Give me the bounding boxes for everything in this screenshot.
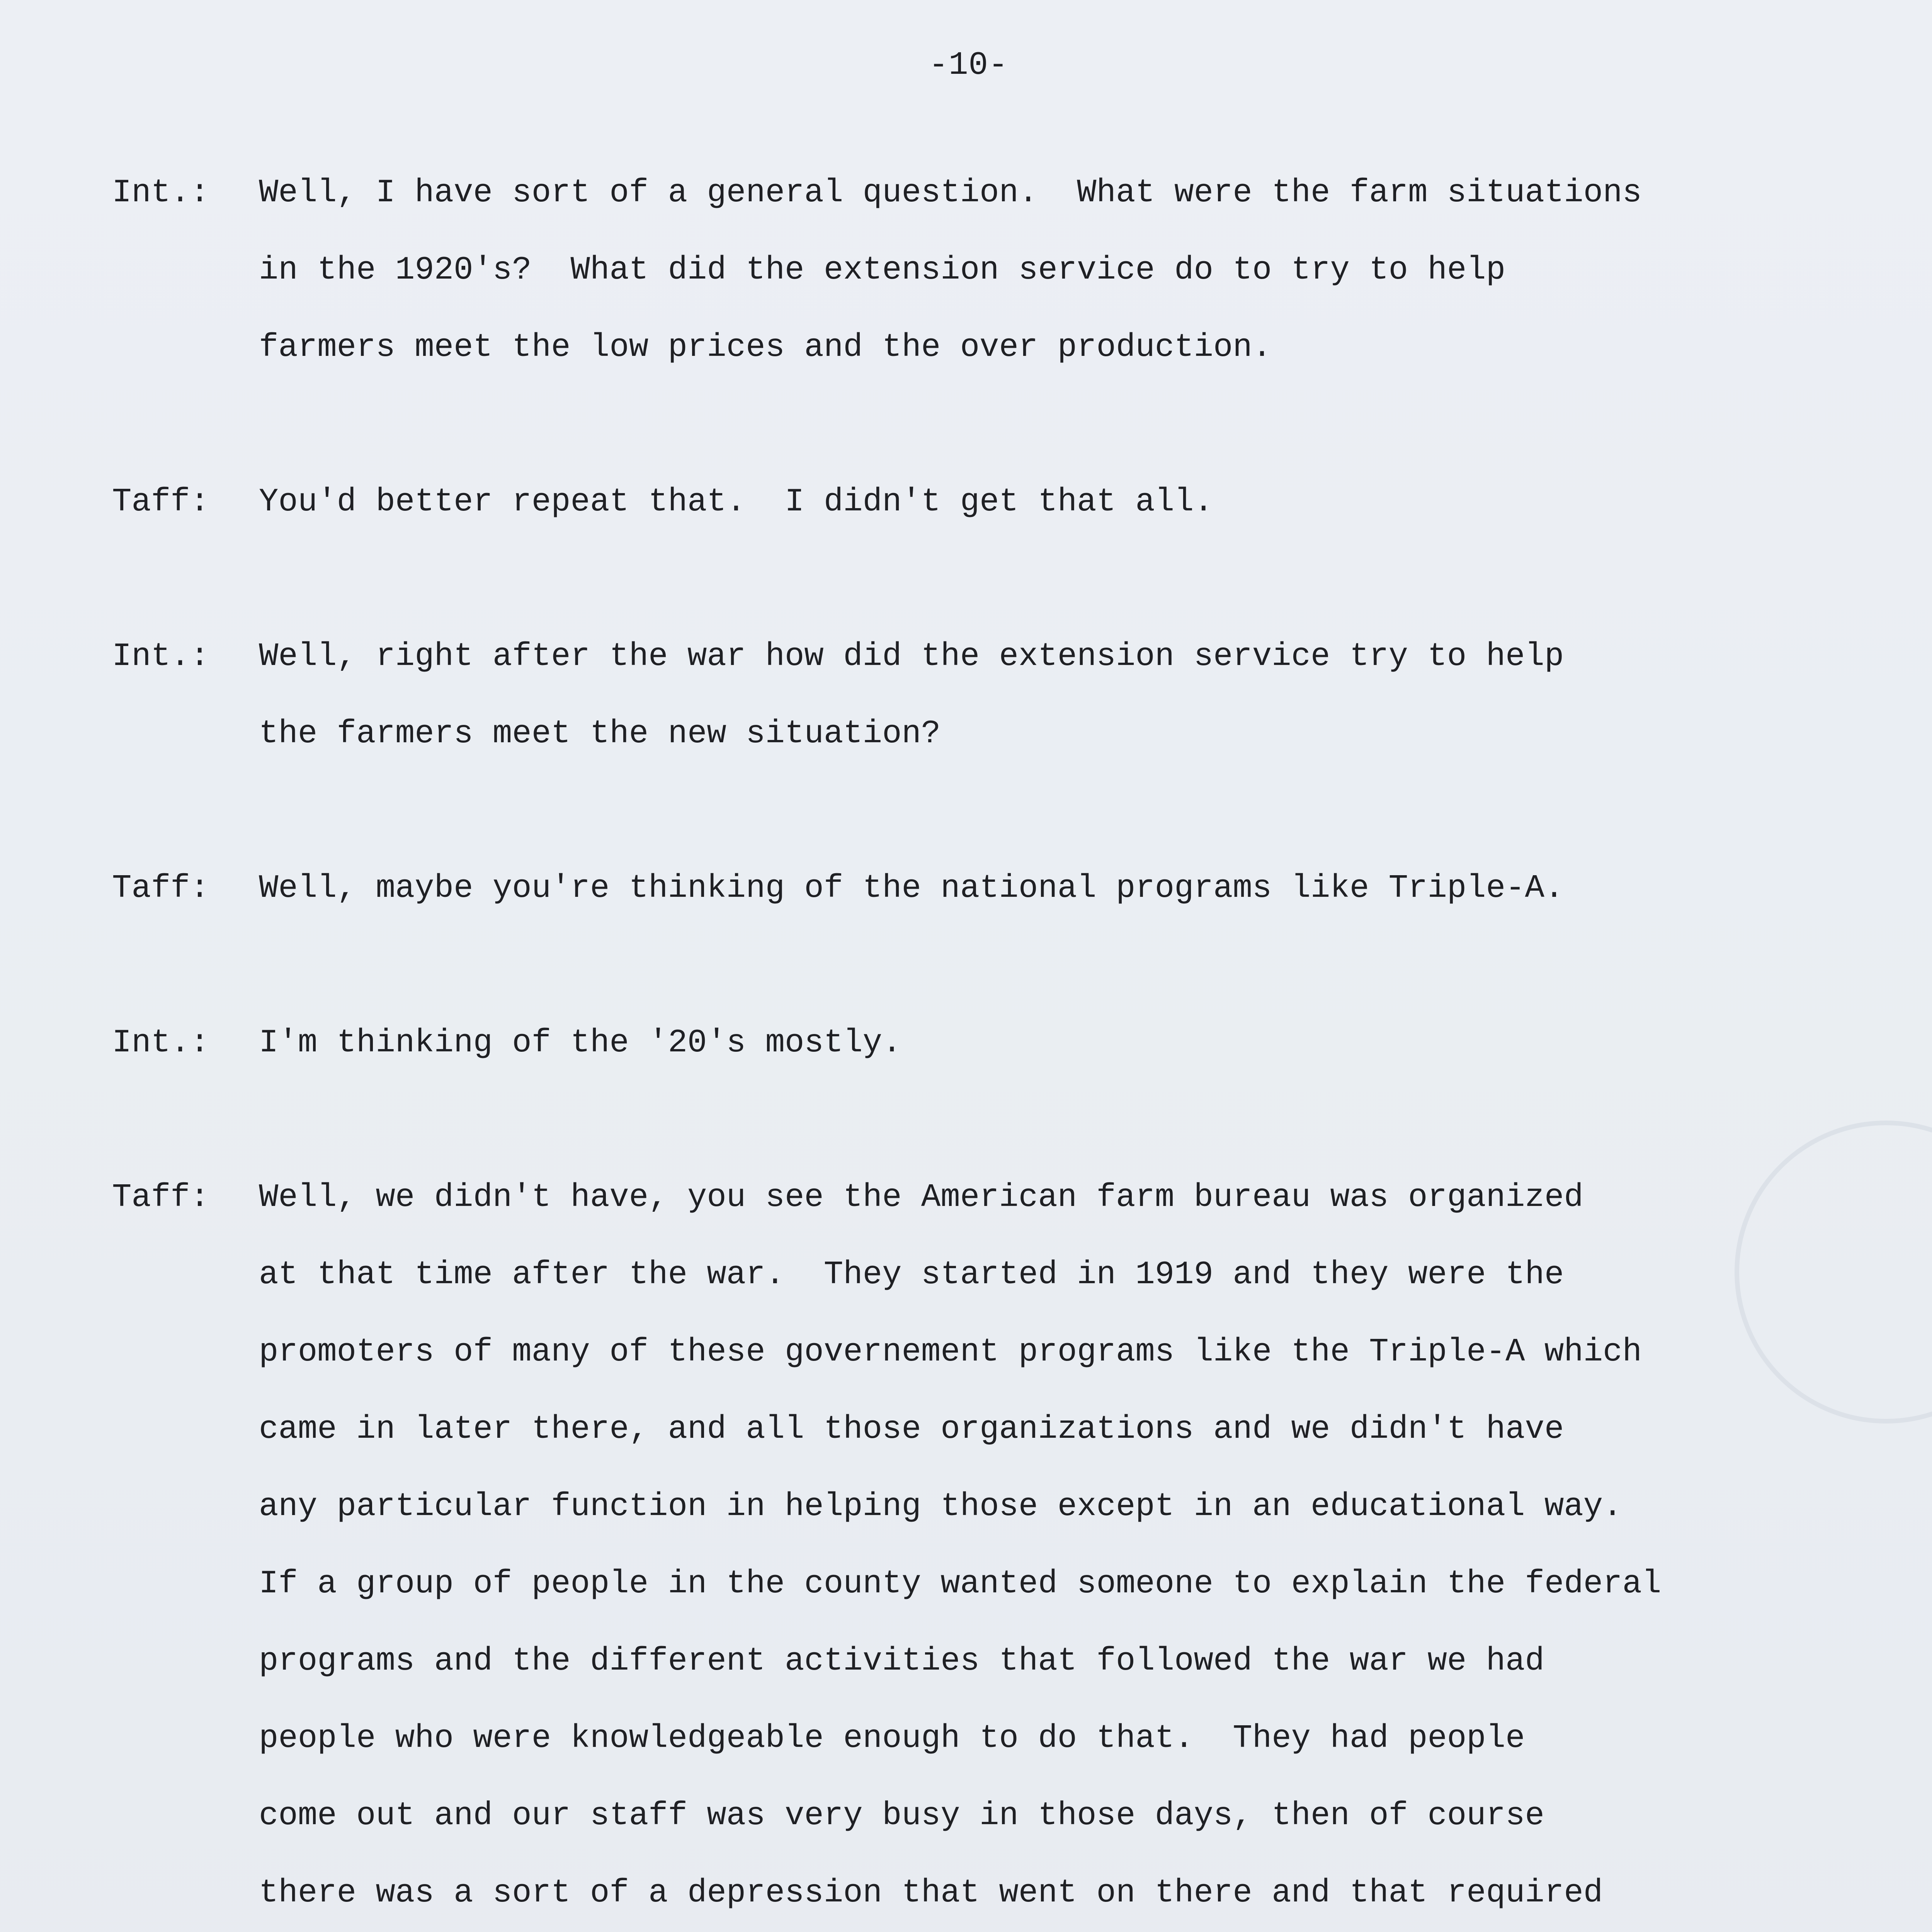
text-line: You'd better repeat that. I didn't get that all. xyxy=(259,484,1214,520)
speech-text xyxy=(259,850,1804,927)
text-line: Well, maybe you're thinking of the national programs like Triple-A. xyxy=(259,870,1564,907)
text-line: in the 1920's? What did the extension service do to try to help xyxy=(259,252,1506,289)
transcript-body xyxy=(112,155,1804,1932)
text-line: any particular function in helping those except in an educational way. xyxy=(259,1488,1622,1525)
text-line: farmers meet the low prices and the over production. xyxy=(259,329,1272,366)
text-line: came in later there, and all those organizations and we didn't have xyxy=(259,1411,1564,1448)
transcript-entry xyxy=(112,1005,1804,1082)
speech-text xyxy=(259,155,1804,386)
text-line: there was a sort of a depression that went on there and that required xyxy=(259,1875,1603,1912)
transcript-entry xyxy=(112,1159,1804,1932)
transcript-entry xyxy=(112,464,1804,541)
text-line: Well, I have sort of a general question. What were the farm situations xyxy=(259,175,1642,211)
text-line: at that time after the war. They started in 1919 and they were the xyxy=(259,1257,1564,1293)
transcript-entry xyxy=(112,618,1804,773)
text-line: Well, we didn't have, you see the American farm bureau was organized xyxy=(259,1179,1583,1216)
speech-text xyxy=(259,618,1804,773)
transcript-entry xyxy=(112,155,1804,386)
text-line: programs and the different activities that followed the war we had xyxy=(259,1643,1544,1680)
speaker-label: Taff: xyxy=(112,1179,210,1216)
page-number: -10- xyxy=(929,47,1009,84)
text-line: promoters of many of these governement programs like the Triple-A which xyxy=(259,1334,1642,1371)
transcript-entry xyxy=(112,850,1804,927)
text-line: Well, right after the war how did the extension service try to help xyxy=(259,638,1564,675)
speaker-label: Taff: xyxy=(112,484,210,520)
speech-text xyxy=(259,1159,1804,1932)
text-line: If a group of people in the county wanted someone to explain the federal xyxy=(259,1566,1662,1602)
speech-text xyxy=(259,1005,1804,1082)
speaker-label: Int.: xyxy=(112,175,210,211)
speech-text xyxy=(259,464,1804,541)
text-line: the farmers meet the new situation? xyxy=(259,716,941,752)
text-line: I'm thinking of the '20's mostly. xyxy=(259,1025,902,1061)
speaker-label: Int.: xyxy=(112,1025,210,1061)
speaker-label: Int.: xyxy=(112,638,210,675)
text-line: people who were knowledgeable enough to do that. They had people xyxy=(259,1720,1525,1757)
text-line: come out and our staff was very busy in those days, then of course xyxy=(259,1798,1544,1834)
speaker-label: Taff: xyxy=(112,870,210,907)
